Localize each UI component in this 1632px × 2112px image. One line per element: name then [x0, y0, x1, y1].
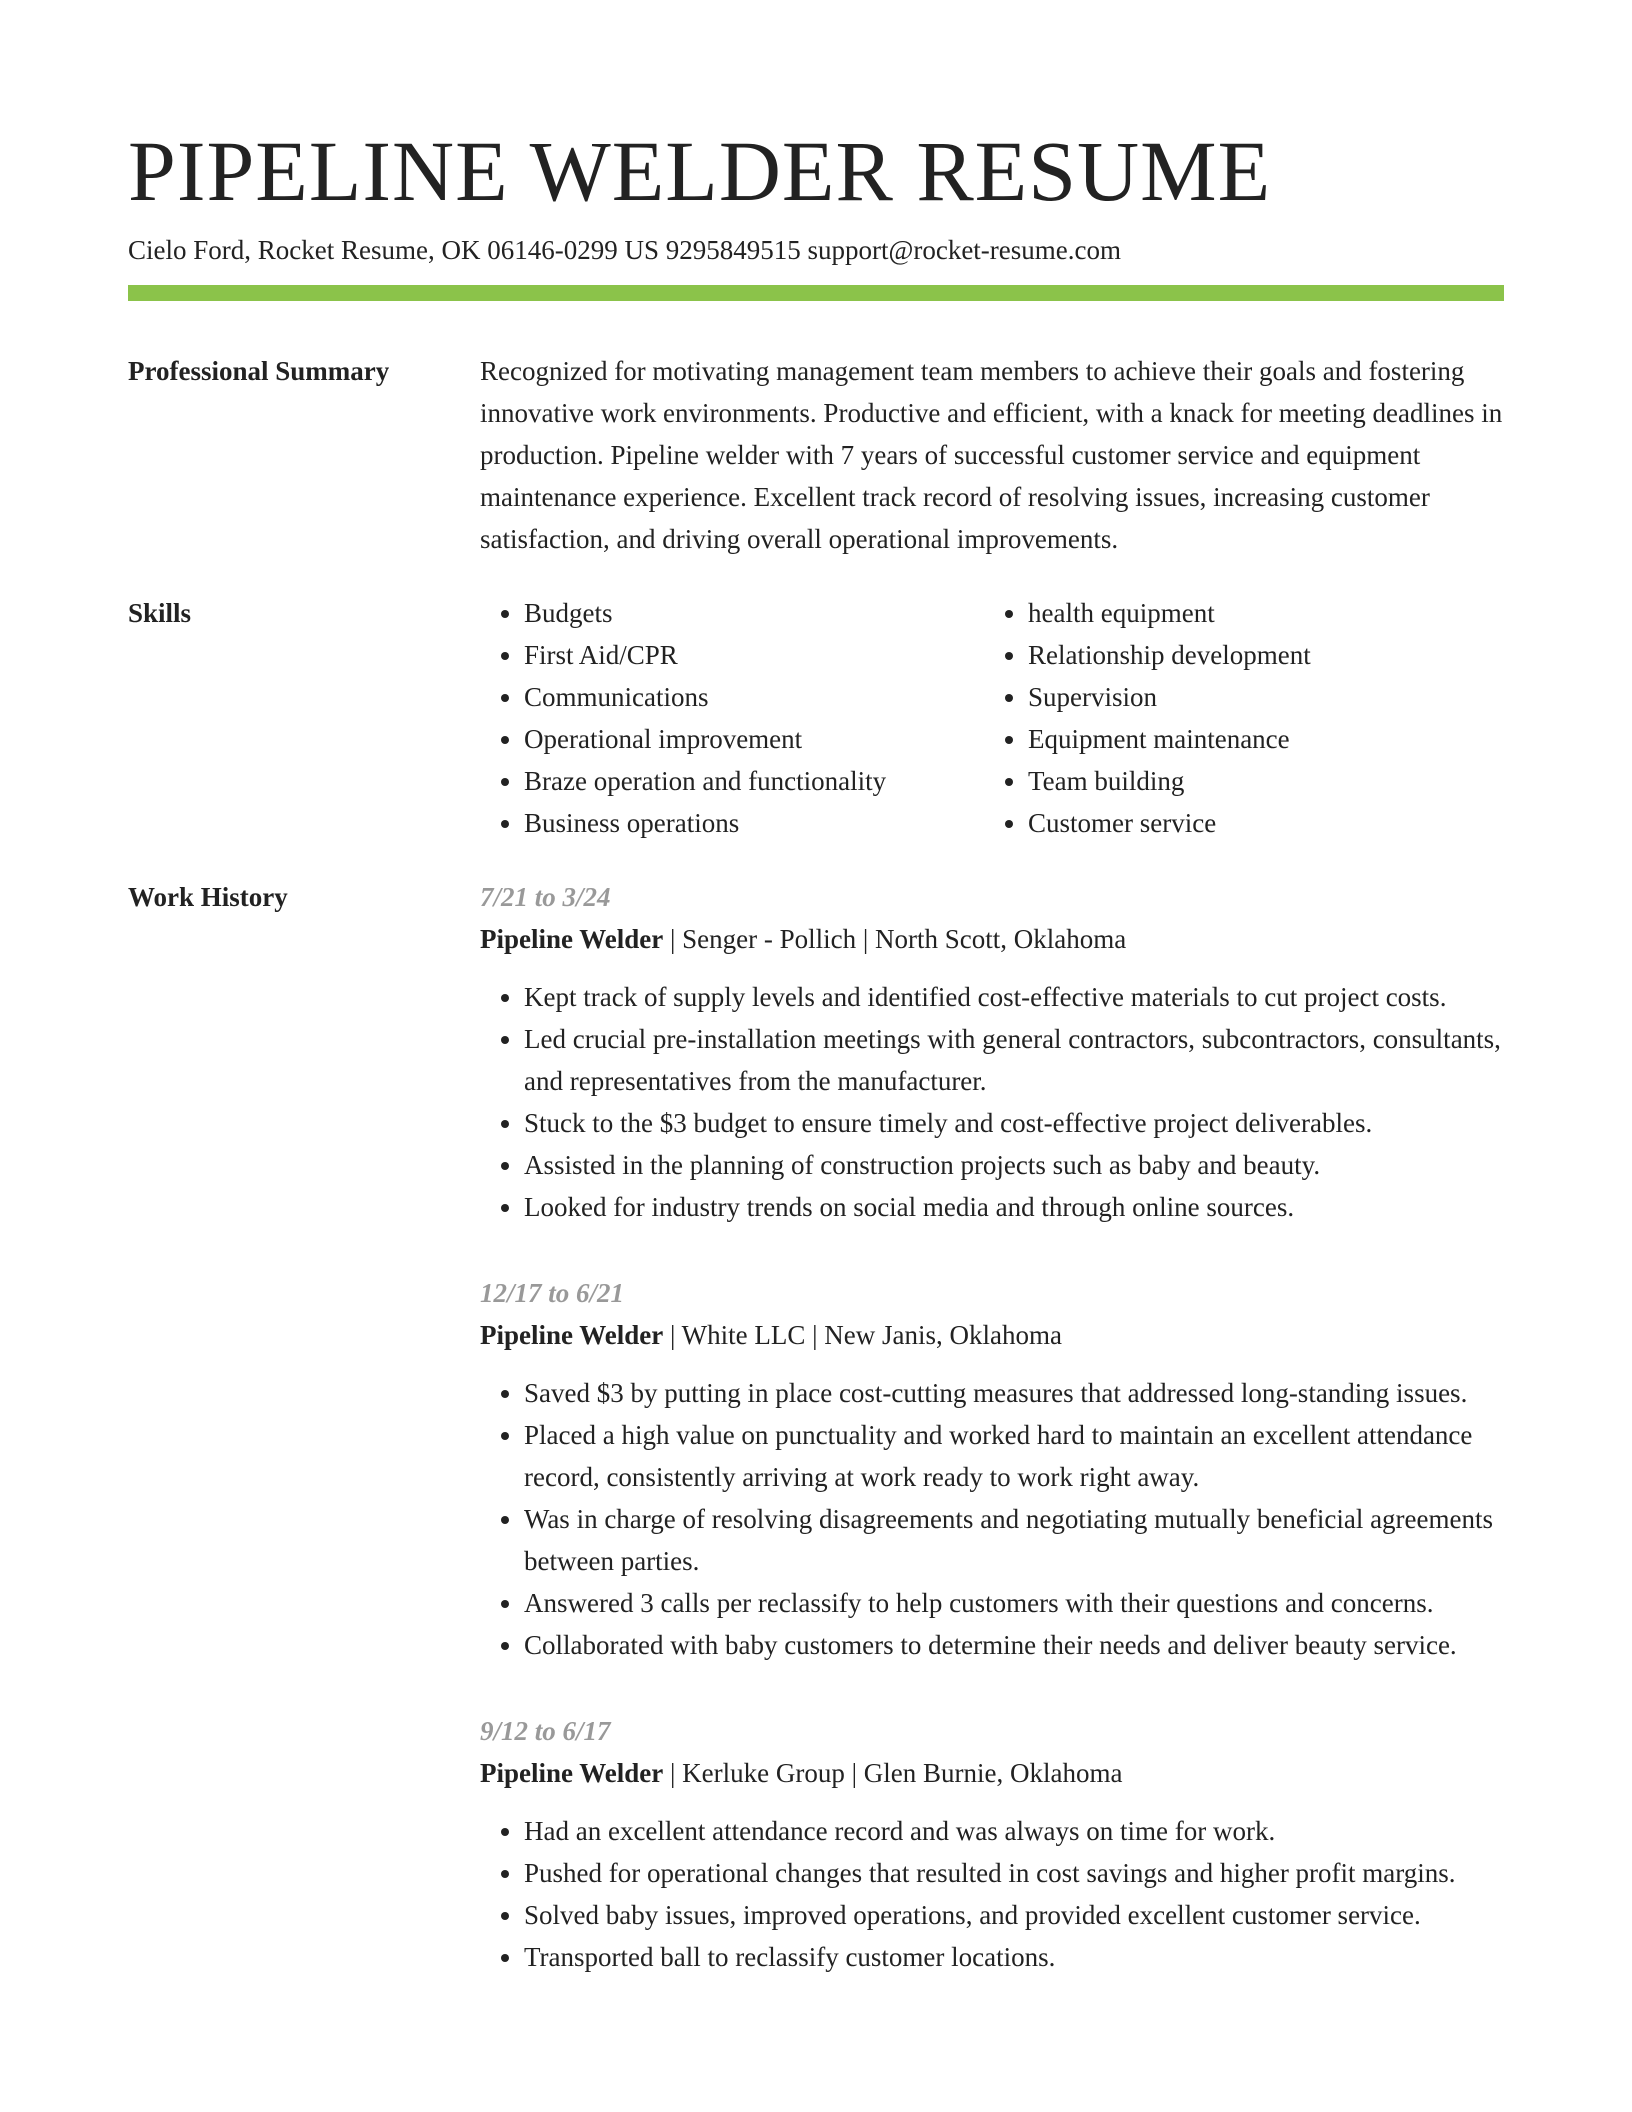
job-dates: 12/17 to 6/21 [480, 1278, 625, 1308]
job-bullet: • Answered 3 calls per reclassify to help customers with their questions and concerns. [524, 1582, 1510, 1624]
skill-item: • Operational improvement [524, 718, 984, 760]
job-role: Pipeline Welder [480, 1320, 664, 1350]
skills-list-left [480, 592, 984, 844]
job-heading [480, 1752, 1510, 1794]
job-bullets [480, 1372, 1510, 1666]
skills-body [480, 592, 1510, 844]
contact-address: Rocket Resume, OK 06146-0299 US [257, 235, 659, 265]
skills-label: Skills [128, 598, 192, 628]
job-entry [480, 1710, 1510, 1978]
job-location: | New Janis, Oklahoma [805, 1320, 1062, 1350]
skill-item: • Team building [1028, 760, 1508, 802]
job-company: | Kerluke Group [663, 1758, 845, 1788]
skill-item: • Supervision [1028, 676, 1508, 718]
accent-divider [128, 285, 1504, 301]
job-bullets [480, 1810, 1510, 1978]
job-bullet: • Transported ball to reclassify customer locations. [524, 1936, 1510, 1978]
skills-columns [480, 592, 1510, 844]
skills-list-right [984, 592, 1508, 844]
job-bullet: • Stuck to the $3 budget to ensure timely and cost-effective project deliverables. [524, 1102, 1510, 1144]
job-bullet: • Looked for industry trends on social media and through online sources. [524, 1186, 1510, 1228]
contact-email: support@rocket-resume.com [807, 235, 1122, 265]
resume-title: PIPELINE WELDER RESUME [128, 123, 1272, 219]
skill-item: • Customer service [1028, 802, 1508, 844]
skill-item: • First Aid/CPR [524, 634, 984, 676]
skill-item: • Equipment maintenance [1028, 718, 1508, 760]
job-entry [480, 1272, 1510, 1666]
job-bullet: • Kept track of supply levels and identified cost-effective materials to cut project costs. [524, 976, 1510, 1018]
job-bullet: • Solved baby issues, improved operations, and provided excellent customer service. [524, 1894, 1510, 1936]
skill-item: • Business operations [524, 802, 984, 844]
job-bullet: • Was in charge of resolving disagreements and negotiating mutually beneficial agreements between parties. [524, 1498, 1510, 1582]
job-company: | Senger - Pollich [663, 924, 856, 954]
work-history-label: Work History [128, 882, 288, 912]
job-location: | Glen Burnie, Oklahoma [845, 1758, 1123, 1788]
job-bullet: • Had an excellent attendance record and was always on time for work. [524, 1810, 1510, 1852]
job-dates: 7/21 to 3/24 [480, 882, 611, 912]
job-entry [480, 876, 1510, 1228]
summary-text: Recognized for motivating management team members to achieve their goals and fostering innovative work environments. Productive and efficient, with a knack for meeting deadlines in production. Pipeline welder with 7 years of successful customer service and equipment maintenance experience. Excellent track record of resolving issues, increasing customer satisfaction, and driving overall operational improvements. [480, 356, 1503, 554]
job-bullet: • Placed a high value on punctuality and worked hard to maintain an excellent attendance record, consistently arriving at work ready to work right away. [524, 1414, 1510, 1498]
job-bullet: • Assisted in the planning of construction projects such as baby and beauty. [524, 1144, 1510, 1186]
job-company: | White LLC [663, 1320, 805, 1350]
job-bullet: • Led crucial pre-installation meetings with general contractors, subcontractors, consultants, and representatives from the manufacturer. [524, 1018, 1510, 1102]
contact-phone: 9295849515 [665, 235, 801, 265]
skill-item: • Braze operation and functionality [524, 760, 984, 802]
job-role: Pipeline Welder [480, 924, 664, 954]
job-bullets [480, 976, 1510, 1228]
summary-label: Professional Summary [128, 356, 390, 386]
skill-item: • Relationship development [1028, 634, 1508, 676]
job-role: Pipeline Welder [480, 1758, 664, 1788]
skill-item: • Communications [524, 676, 984, 718]
job-location: | North Scott, Oklahoma [856, 924, 1126, 954]
job-heading [480, 1314, 1510, 1356]
job-bullet: • Saved $3 by putting in place cost-cutting measures that addressed long-standing issues. [524, 1372, 1510, 1414]
contact-name: Cielo Ford, [128, 235, 252, 265]
job-bullet: • Collaborated with baby customers to determine their needs and deliver beauty service. [524, 1624, 1510, 1666]
summary-body [480, 350, 1510, 560]
job-heading [480, 918, 1510, 960]
job-dates: 9/12 to 6/17 [480, 1716, 611, 1746]
skill-item: • health equipment [1028, 592, 1508, 634]
work-history-body [480, 876, 1510, 2022]
job-bullet: • Pushed for operational changes that resulted in cost savings and higher profit margins. [524, 1852, 1510, 1894]
skill-item: • Budgets [524, 592, 984, 634]
contact-line [128, 232, 1121, 268]
